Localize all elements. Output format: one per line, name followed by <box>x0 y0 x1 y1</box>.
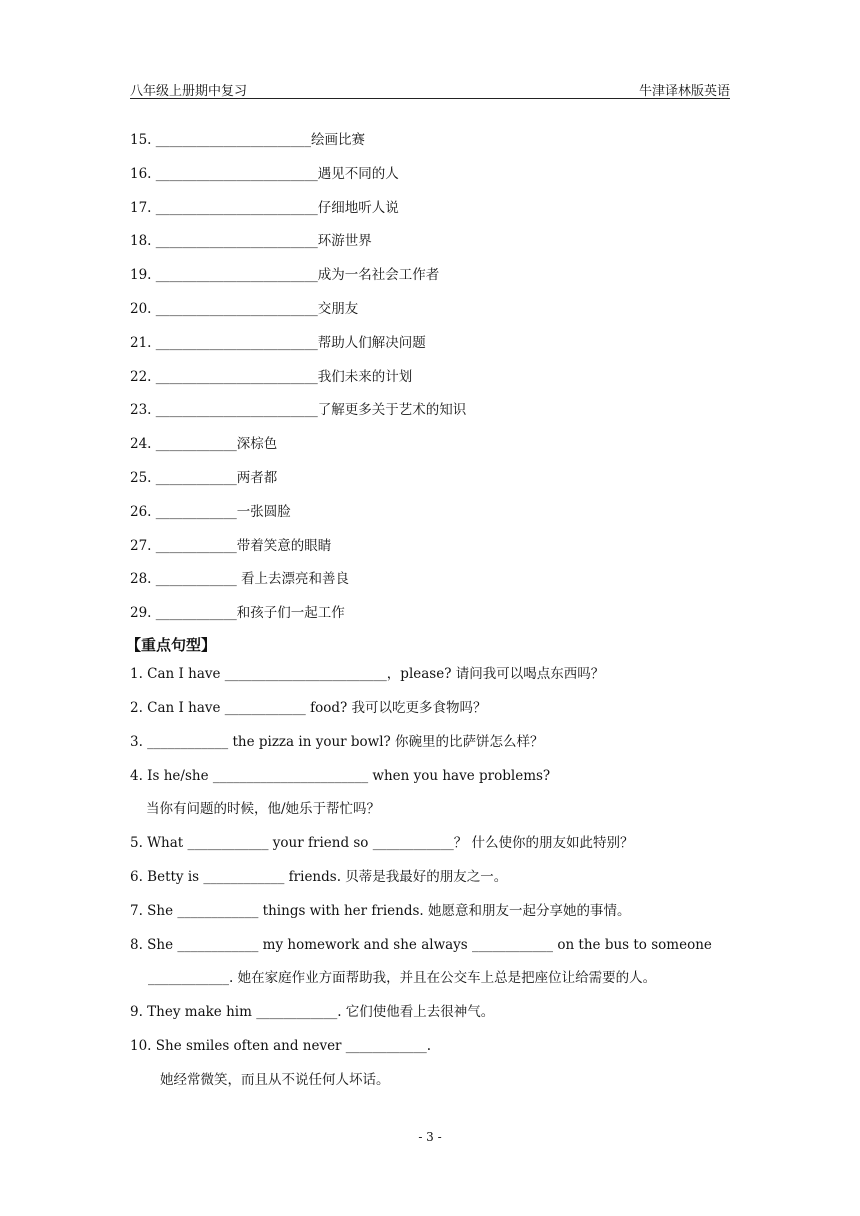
sentence-item: 6. Betty is ____________ friends. 贝蒂是我最好的朋友之一。 <box>130 869 508 885</box>
phrase-item: 19. ________________________成为一名社会工作者 <box>130 267 440 283</box>
sentence-item: 5. What ____________ your friend so ____________？ 什么使你的朋友如此特别？ <box>130 835 634 851</box>
page-header <box>130 80 730 99</box>
phrase-item: 28. ____________ 看上去漂亮和善良 <box>130 571 350 587</box>
header-right-text: 牛津译林版英语 <box>638 84 730 99</box>
phrase-item: 16. ________________________遇见不同的人 <box>130 166 399 182</box>
sentence-continuation: ____________. 她在家庭作业方面帮助我，并且在公交车上总是把座位让给需要的人。 <box>148 970 657 986</box>
sentence-item: 8. She ____________ my homework and she always ____________ on the bus to someone <box>130 937 712 953</box>
sentence-item: 3. ____________ the pizza in your bowl? 你碗里的比萨饼怎么样？ <box>130 734 544 750</box>
header-left-text: 八年级上册期中复习 <box>130 84 248 99</box>
sentence-item: 7. She ____________ things with her friends. 她愿意和朋友一起分享她的事情。 <box>130 903 631 919</box>
page-number: - 3 - <box>418 1130 442 1144</box>
phrase-item: 21. ________________________帮助人们解决问题 <box>130 335 426 351</box>
phrase-item: 22. ________________________我们未来的计划 <box>130 369 413 385</box>
phrase-item: 24. ____________深棕色 <box>130 436 278 452</box>
phrase-item: 20. ________________________交朋友 <box>130 301 359 317</box>
section-title: 【重点句型】 <box>126 636 217 654</box>
sentence-item: 1. Can I have ________________________，please? 请问我可以喝点东西吗？ <box>130 666 605 682</box>
sentence-item: 2. Can I have ____________ food? 我可以吃更多食物吗？ <box>130 700 487 716</box>
phrase-item: 23. ________________________了解更多关于艺术的知识 <box>130 402 467 418</box>
sentence-item: 10. She smiles often and never ____________. <box>130 1038 432 1054</box>
phrase-item: 15. _______________________绘画比赛 <box>130 132 366 148</box>
sentence-translation: 当你有问题的时候，他/她乐于帮忙吗？ <box>146 801 381 817</box>
phrase-item: 29. ____________和孩子们一起工作 <box>130 605 345 621</box>
phrase-item: 26. ____________一张圆脸 <box>130 504 291 520</box>
sentence-item: 9. They make him ____________. 它们使他看上去很神气。 <box>130 1004 495 1020</box>
phrase-item: 27. ____________带着笑意的眼睛 <box>130 538 332 554</box>
phrase-item: 18. ________________________环游世界 <box>130 233 372 249</box>
sentence-item: 4. Is he/she _______________________ when you have problems? <box>130 768 551 784</box>
sentence-translation: 她经常微笑，而且从不说任何人坏话。 <box>160 1072 390 1088</box>
phrase-item: 25. ____________两者都 <box>130 470 278 486</box>
phrase-item: 17. ________________________仔细地听人说 <box>130 200 399 216</box>
